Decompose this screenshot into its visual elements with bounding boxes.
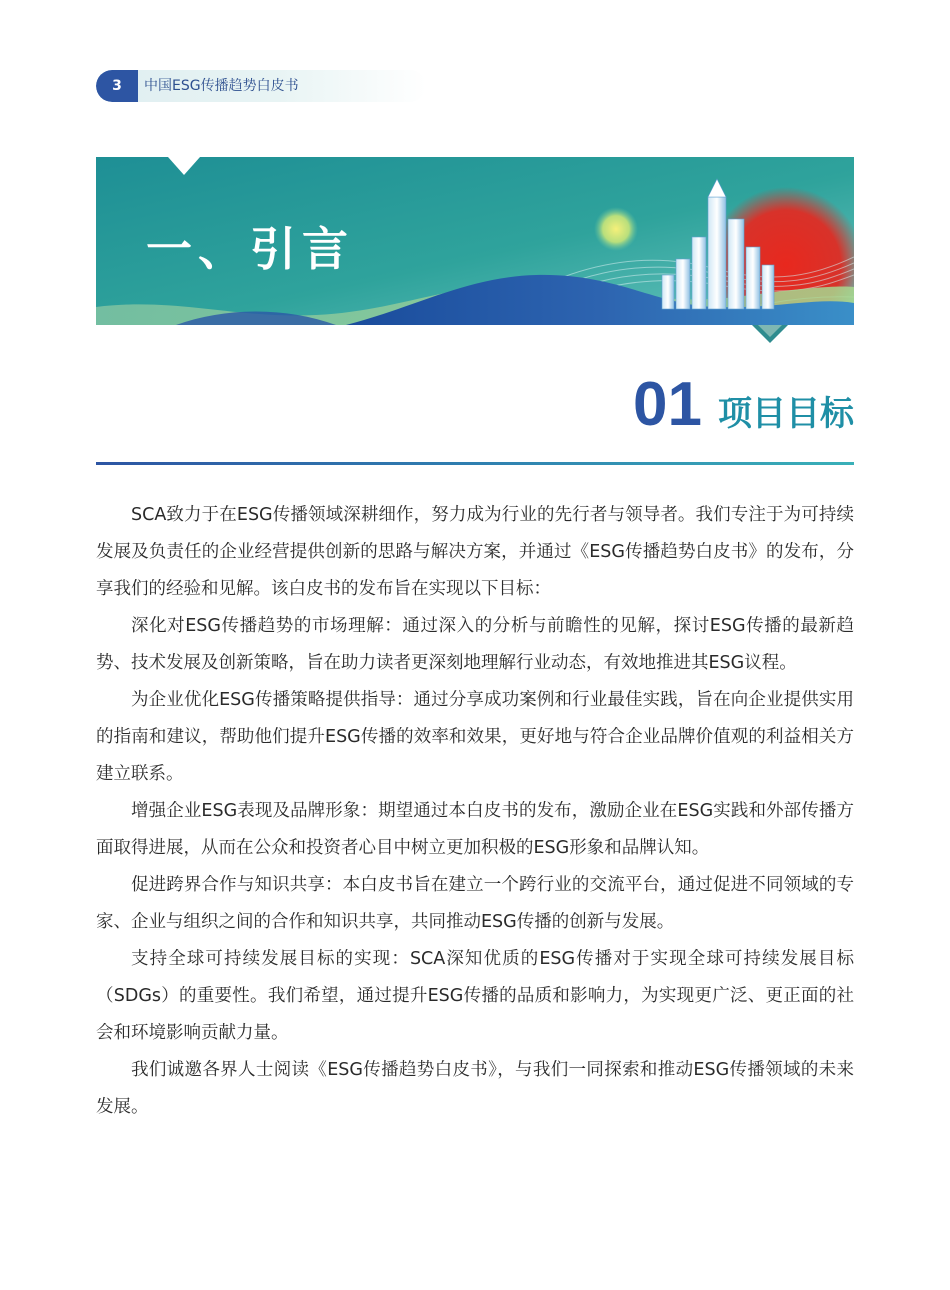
paragraph: 我们诚邀各界人士阅读《ESG传播趋势白皮书》，与我们一同探索和推动ESG传播领域的未来发展。 xyxy=(96,1060,854,1117)
paragraph: SCA致力于在ESG传播领域深耕细作，努力成为行业的先行者与领导者。我们专注于为可持续发展及负责任的企业经营提供创新的思路与解决方案，并通过《ESG传播趋势白皮书》的发布，分享我们的经验和见解。该白皮书的发布旨在实现以下目标： xyxy=(96,505,854,599)
banner-notch xyxy=(752,325,788,343)
page-number: 3 xyxy=(96,70,138,102)
running-header xyxy=(96,70,426,102)
chapter-title: 一、引言 xyxy=(146,222,354,276)
paragraph: 增强企业ESG表现及品牌形象：期望通过本白皮书的发布，激励企业在ESG实践和外部传播方面取得进展，从而在公众和投资者心目中树立更加积极的ESG形象和品牌认知。 xyxy=(96,801,854,858)
chapter-banner xyxy=(96,157,854,325)
section-divider xyxy=(96,462,854,465)
document-title: 中国ESG传播趋势白皮书 xyxy=(144,78,299,94)
section-heading xyxy=(633,370,854,439)
paragraph: 为企业优化ESG传播策略提供指导：通过分享成功案例和行业最佳实践，旨在向企业提供实用的指南和建议，帮助他们提升ESG传播的效率和效果，更好地与符合企业品牌价值观的利益相关方建立联系。 xyxy=(96,690,854,784)
paragraph: 深化对ESG传播趋势的市场理解：通过深入的分析与前瞻性的见解，探讨ESG传播的最新趋势、技术发展及创新策略，旨在助力读者更深刻地理解行业动态，有效地推进其ESG议程。 xyxy=(96,616,854,673)
paragraph: 促进跨界合作与知识共享：本白皮书旨在建立一个跨行业的交流平台，通过促进不同领域的专家、企业与组织之间的合作和知识共享，共同推动ESG传播的创新与发展。 xyxy=(96,875,854,932)
section-title: 项目目标 xyxy=(718,394,854,434)
section-number: 01 xyxy=(633,370,702,439)
body-text xyxy=(96,497,854,1126)
paragraph: 支持全球可持续发展目标的实现：SCA深知优质的ESG传播对于实现全球可持续发展目标（SDGs）的重要性。我们希望，通过提升ESG传播的品质和影响力，为实现更广泛、更正面的社会和环境影响贡献力量。 xyxy=(96,949,854,1043)
